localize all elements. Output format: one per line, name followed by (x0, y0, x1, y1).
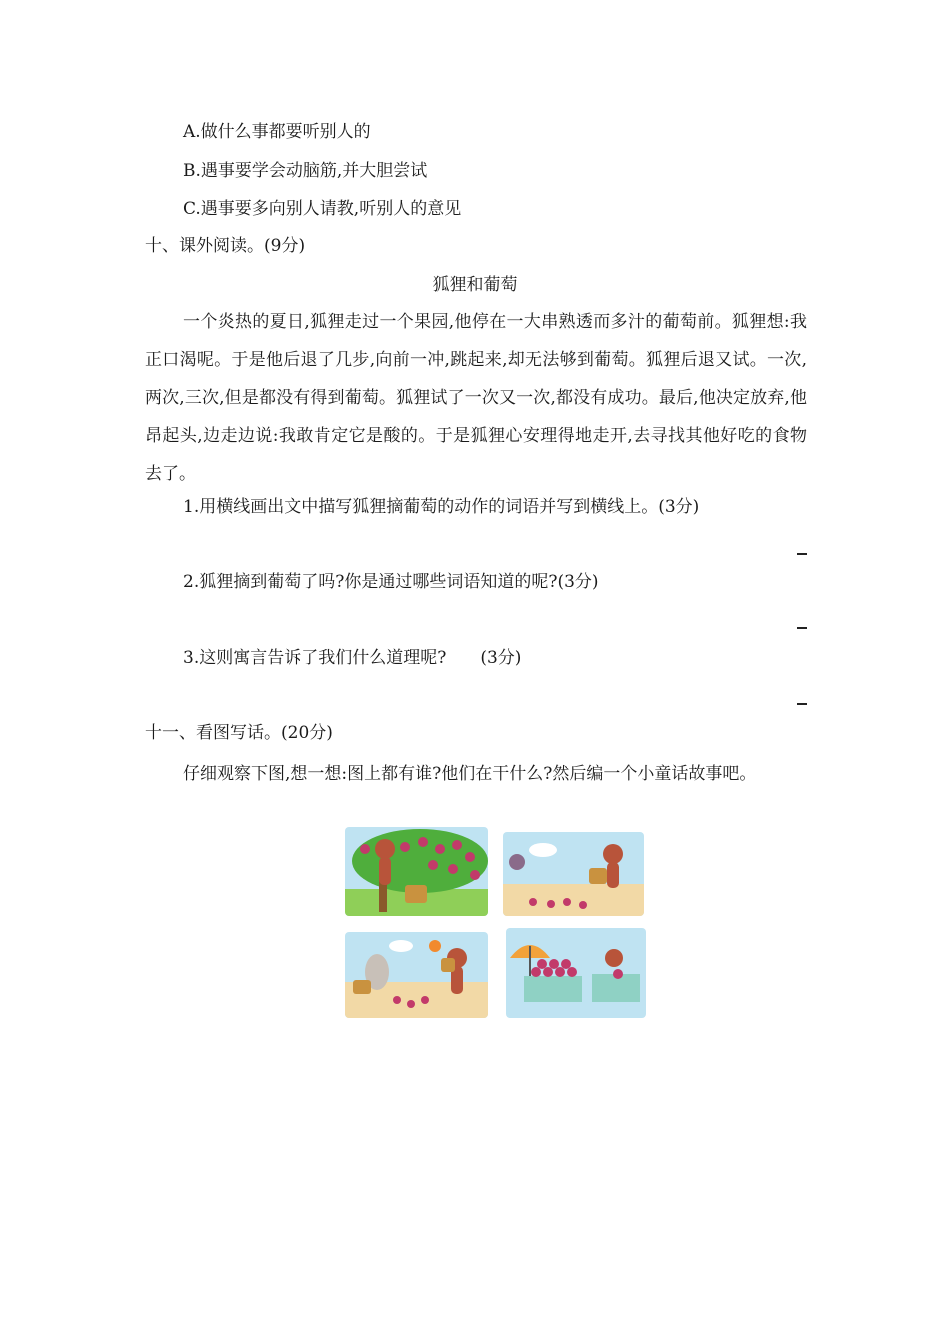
picture-panel-4-fruit-stands (506, 928, 646, 1018)
question-2: 2.狐狸摘到葡萄了吗?你是通过哪些词语知道的呢?(3分) (183, 572, 599, 592)
picture-panel-3-dog-and-monkey (345, 932, 488, 1018)
option-c: C.遇事要多向别人请教,听别人的意见 (183, 199, 462, 219)
writing-prompt: 仔细观察下图,想一想:图上都有谁?他们在干什么?然后编一个小童话故事吧。 (183, 764, 757, 784)
answer-line-1[interactable] (797, 553, 807, 555)
option-a: A.做什么事都要听别人的 (183, 122, 371, 142)
picture-panel-1-monkey-picking (345, 827, 488, 916)
picture-panel-2-monkey-walking (503, 832, 644, 916)
question-1: 1.用横线画出文中描写狐狸摘葡萄的动作的词语并写到横线上。(3分) (183, 497, 700, 517)
answer-line-3[interactable] (797, 703, 807, 705)
reading-passage: 一个炎热的夏日,狐狸走过一个果园,他停在一大串熟透而多汁的葡萄前。狐狸想:我正口渴呢。于是他后退了几步,向前一冲,跳起来,却无法够到葡萄。狐狸后退又试。一次,两次,三次,但是都没有得到葡萄。狐狸试了一次又一次,都没有成功。最后,他决定放弃,他昂起头,边走边说:我敢肯定它是酸的。于是狐狸心安理得地走开,去寻找其他好吃的食物去了。 (145, 312, 807, 484)
question-3: 3.这则寓言告诉了我们什么道理呢? (3分) (183, 648, 522, 668)
section-11-heading: 十一、看图写话。(20分) (145, 723, 333, 743)
section-10-heading: 十、课外阅读。(9分) (145, 236, 306, 256)
story-title: 狐狸和葡萄 (432, 275, 518, 295)
option-b: B.遇事要学会动脑筋,并大胆尝试 (183, 161, 428, 181)
answer-line-2[interactable] (797, 627, 807, 629)
